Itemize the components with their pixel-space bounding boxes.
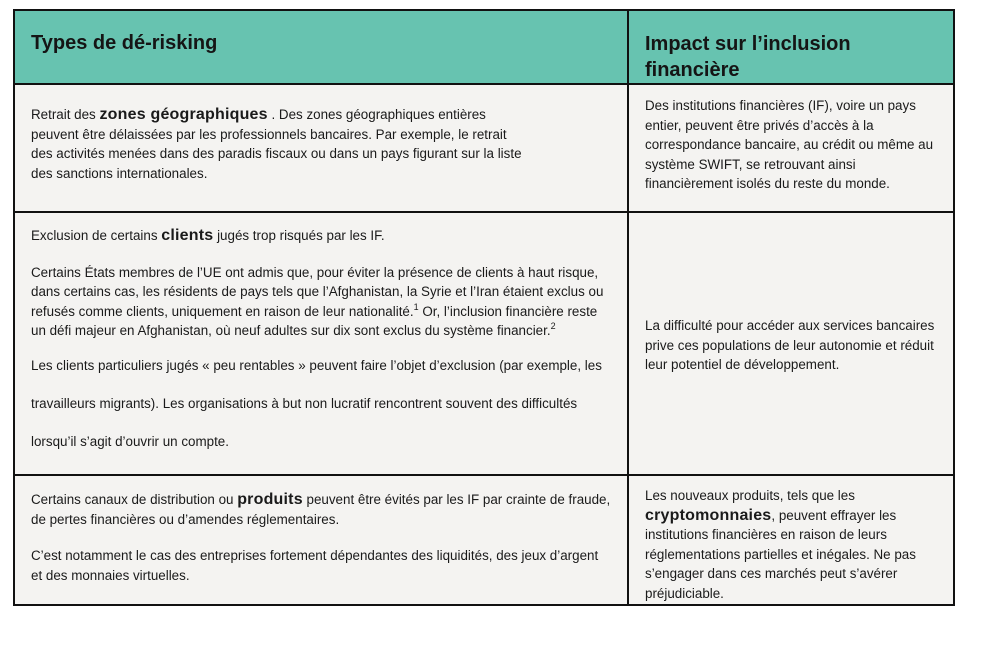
text: peuvent être évités par les IF par crainte de fraude, de pertes financières ou d’amendes réglementaires. [31,492,611,527]
text: . Des zones géographiques entières peuvent être délaissées par les professionnels bancaires. Par exemple, le retrait des activités menées dans des paradis fiscaux ou dans un pays figurant sur la liste des sanctions internationales. [31,107,522,181]
impact-paragraph [645,486,937,603]
cell-type-clients [14,212,628,475]
table-row-clients [14,212,954,475]
type-paragraph-eu-members [31,263,611,341]
cell-type-zones [14,84,628,212]
table-row-zones-geographiques [14,84,954,212]
type-paragraph [31,226,611,246]
type-paragraph-liquidites: C’est notamment le cas des entreprises fortement dépendantes des liquidités, des jeux d’argent et des monnaies virtuelles. [31,548,599,583]
text: jugés trop risqués par les IF. [213,228,385,243]
header-row [14,10,954,84]
header-types-de-derisking: Types de dé-risking [14,10,628,84]
impact-paragraph: Des institutions financières (IF), voire un pays entier, peuvent être privés d’accès à la correspondance bancaire, au crédit ou même au système SWIFT, se retrouvant ainsi financièrement isolés du reste du monde. [645,98,934,191]
type-paragraph [31,105,611,183]
footnote-ref-2[interactable]: 2 [550,321,556,331]
text: Certains États membres de l’UE ont admis que, pour éviter la présence de clients à haut risque, dans certains cas, les résidents de pays tels que l’Afghanistan, la Syrie et l’Iran étaient exclus ou refusés comme clients, uniquement en raison de leur nationalité. [31,264,604,319]
cell-impact-produits [628,475,954,605]
impact-paragraph: La difficulté pour accéder aux services bancaires prive ces populations de leur autonomie et réduit leur potentiel de développement. [645,318,935,373]
derisking-table [13,9,955,606]
type-paragraph [31,490,611,529]
text: Retrait des [31,107,100,122]
text: Exclusion de certains [31,228,162,243]
text: Or, l’inclusion financière reste un défi majeur en Afghanistan, où neuf adultes sur dix sont exclus du système financier. [31,303,598,338]
footnote-ref-1[interactable]: 1 [413,301,419,312]
text: Certains canaux de distribution ou [31,492,238,507]
table-row-produits [14,475,954,605]
keyword-cryptomonnaies: cryptomonnaies [645,506,772,524]
text: , peuvent effrayer les institutions financières en raison de leurs réglementations partielles et inégales. Ne pas s’engager dans ces marchés peut s’avérer préjudiciable. [645,507,916,601]
cell-impact-clients [628,212,954,475]
cell-type-produits [14,475,628,605]
keyword-zones-geographiques: zones géographiques [99,106,268,123]
keyword-produits: produits [237,491,303,508]
header-impact-inclusion: Impact sur l’inclusion financière [628,10,954,84]
type-paragraph-particuliers: Les clients particuliers jugés « peu rentables » peuvent faire l’objet d’exclusion (par exemple, les travailleurs migrants). Les organisations à but non lucratif rencontrent souvent des difficultés lorsqu’il s’agit d’ouvrir un compte. [31,357,602,449]
text: Les nouveaux produits, tels que les [645,488,855,503]
keyword-clients: clients [161,227,214,244]
cell-impact-zones [628,84,954,212]
